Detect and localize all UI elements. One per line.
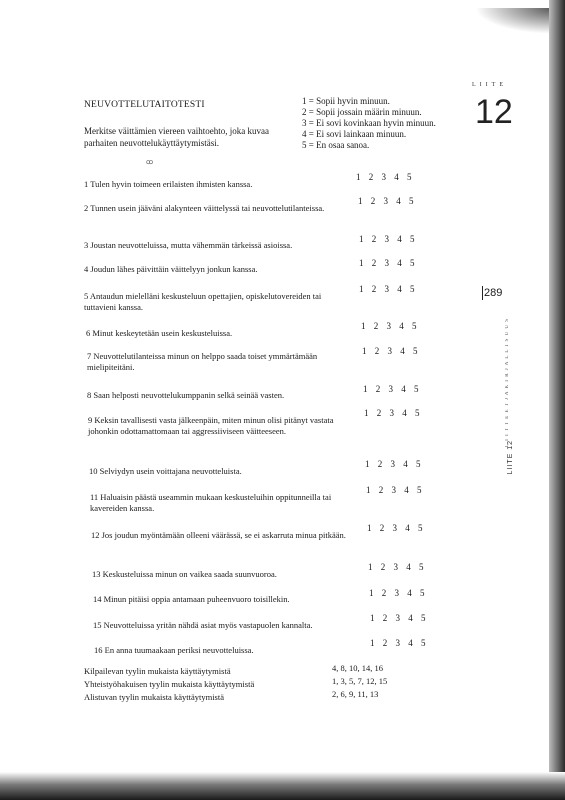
scoring-label: Kilpailevan tyylin mukaista käyttäytymistä [84,666,231,676]
answer-scale-numbers: 1 2 3 4 5 [369,588,425,598]
answer-scale-numbers: 1 2 3 4 5 [361,321,417,331]
question-item: 14 Minun pitäisi oppia antamaan puheenvuoro toisillekin. [93,594,290,604]
scan-shadow-right [549,0,565,800]
appendix-label: LIITE [472,82,507,88]
answer-scale-numbers: 1 2 3 4 5 [365,459,421,469]
answer-scale-numbers: 1 2 3 4 5 [359,284,415,294]
answer-scale-numbers: 1 2 3 4 5 [363,384,419,394]
margin-appendix-label: LIITE 12 [507,440,514,475]
instruction-text: Merkitse väittämien viereen vaihtoehto, joka kuvaa parhaiten neuvottelukäyttäytymistäsi. [84,126,269,148]
question-item: 15 Neuvotteluissa yritän nähdä asiat myös vastapuolen kannalta. [93,620,313,630]
question-item: 1 Tulen hyvin toimeen erilaisten ihmisten kanssa. [84,179,253,189]
question-item: 7 Neuvottelutilanteissa minun on helppo saada toiset ymmärtämään mielipiteitäni. [87,351,318,372]
question-item: 3 Joustan neuvotteluissa, mutta vähemmän tärkeissä asioissa. [84,240,293,250]
margin-running-text: L I I T T E E T J A K I R J A L L I S U U S [505,318,510,447]
scale-option: 3 = Ei sovi kovinkaan hyvin minuun. [302,118,436,128]
question-item: 16 En anna tuumaakaan periksi neuvotteluissa. [94,645,254,655]
answer-scale-numbers: 1 2 3 4 5 [364,408,420,418]
answer-scale-numbers: 1 2 3 4 5 [356,172,412,182]
question-item: 4 Joudun lähes päivittäin väittelyyn jonkun kanssa. [84,264,258,274]
answer-scale-numbers: 1 2 3 4 5 [359,258,415,268]
rating-scale [302,96,436,151]
scale-option: 4 = Ei sovi lainkaan minuun. [302,129,407,139]
page-number-rule [482,286,483,300]
answer-scale-numbers: 1 2 3 4 5 [367,523,423,533]
question-item: 6 Minut keskeytetään usein keskusteluissa. [86,328,233,338]
answer-scale-numbers: 1 2 3 4 5 [358,196,414,206]
scoring-label: Yhteistyöhakuisen tyylin mukaista käyttäytymistä [84,679,255,689]
answer-scale-numbers: 1 2 3 4 5 [370,613,426,623]
question-item: 13 Keskusteluissa minun on vaikea saada suunvuoroa. [92,569,277,579]
answer-scale-numbers: 1 2 3 4 5 [359,234,415,244]
scale-option: 1 = Sopii hyvin minuun. [302,96,390,106]
page-title: NEUVOTTELUTAITOTESTI [84,100,205,110]
question-item: 2 Tunnen usein jääväni alakynteen väittelyssä tai neuvottelutilanteissa. [84,203,325,213]
question-item: 5 Antaudun mielelläni keskusteluun opettajien, opiskelutovereiden tai tuttavieni kanssa. [84,291,322,312]
scoring-label: Alistuvan tyylin mukaista käyttäytymistä [84,692,224,702]
document-body [80,0,535,790]
answer-scale-numbers: 1 2 3 4 5 [370,638,426,648]
question-item: 10 Selviydyn usein voittajana neuvotteluista. [89,466,242,476]
answer-scale-numbers: 1 2 3 4 5 [368,562,424,572]
scale-option: 2 = Sopii jossain määrin minuun. [302,107,422,117]
scoring-items: 4, 8, 10, 14, 16 [332,663,383,673]
answer-scale-numbers: 1 2 3 4 5 [366,485,422,495]
page-number: 289 [484,287,503,299]
question-item: 9 Keksin tavallisesti vasta jälkeenpäin, miten minun olisi pitänyt vastata johonkin odottamattomaan tai aggressiiviseen väitteeseen. [88,415,334,436]
handwritten-mark: ꝏ [146,158,154,166]
question-item: 8 Saan helposti neuvottelukumppanin selkä seinää vasten. [87,390,285,400]
scale-option: 5 = En osaa sanoa. [302,140,370,150]
scoring-items: 2, 6, 9, 11, 13 [332,689,379,699]
scoring-items: 1, 3, 5, 7, 12, 15 [332,676,388,686]
question-item: 11 Haluaisin päästä useammin mukaan keskusteluihin oppitunneilla tai kavereiden kanssa. [90,492,332,513]
question-item: 12 Jos joudun myöntämään olleeni väärässä, se ei askarruta minua pitkään. [91,530,346,540]
answer-scale-numbers: 1 2 3 4 5 [362,346,418,356]
appendix-number: 12 [475,93,513,131]
